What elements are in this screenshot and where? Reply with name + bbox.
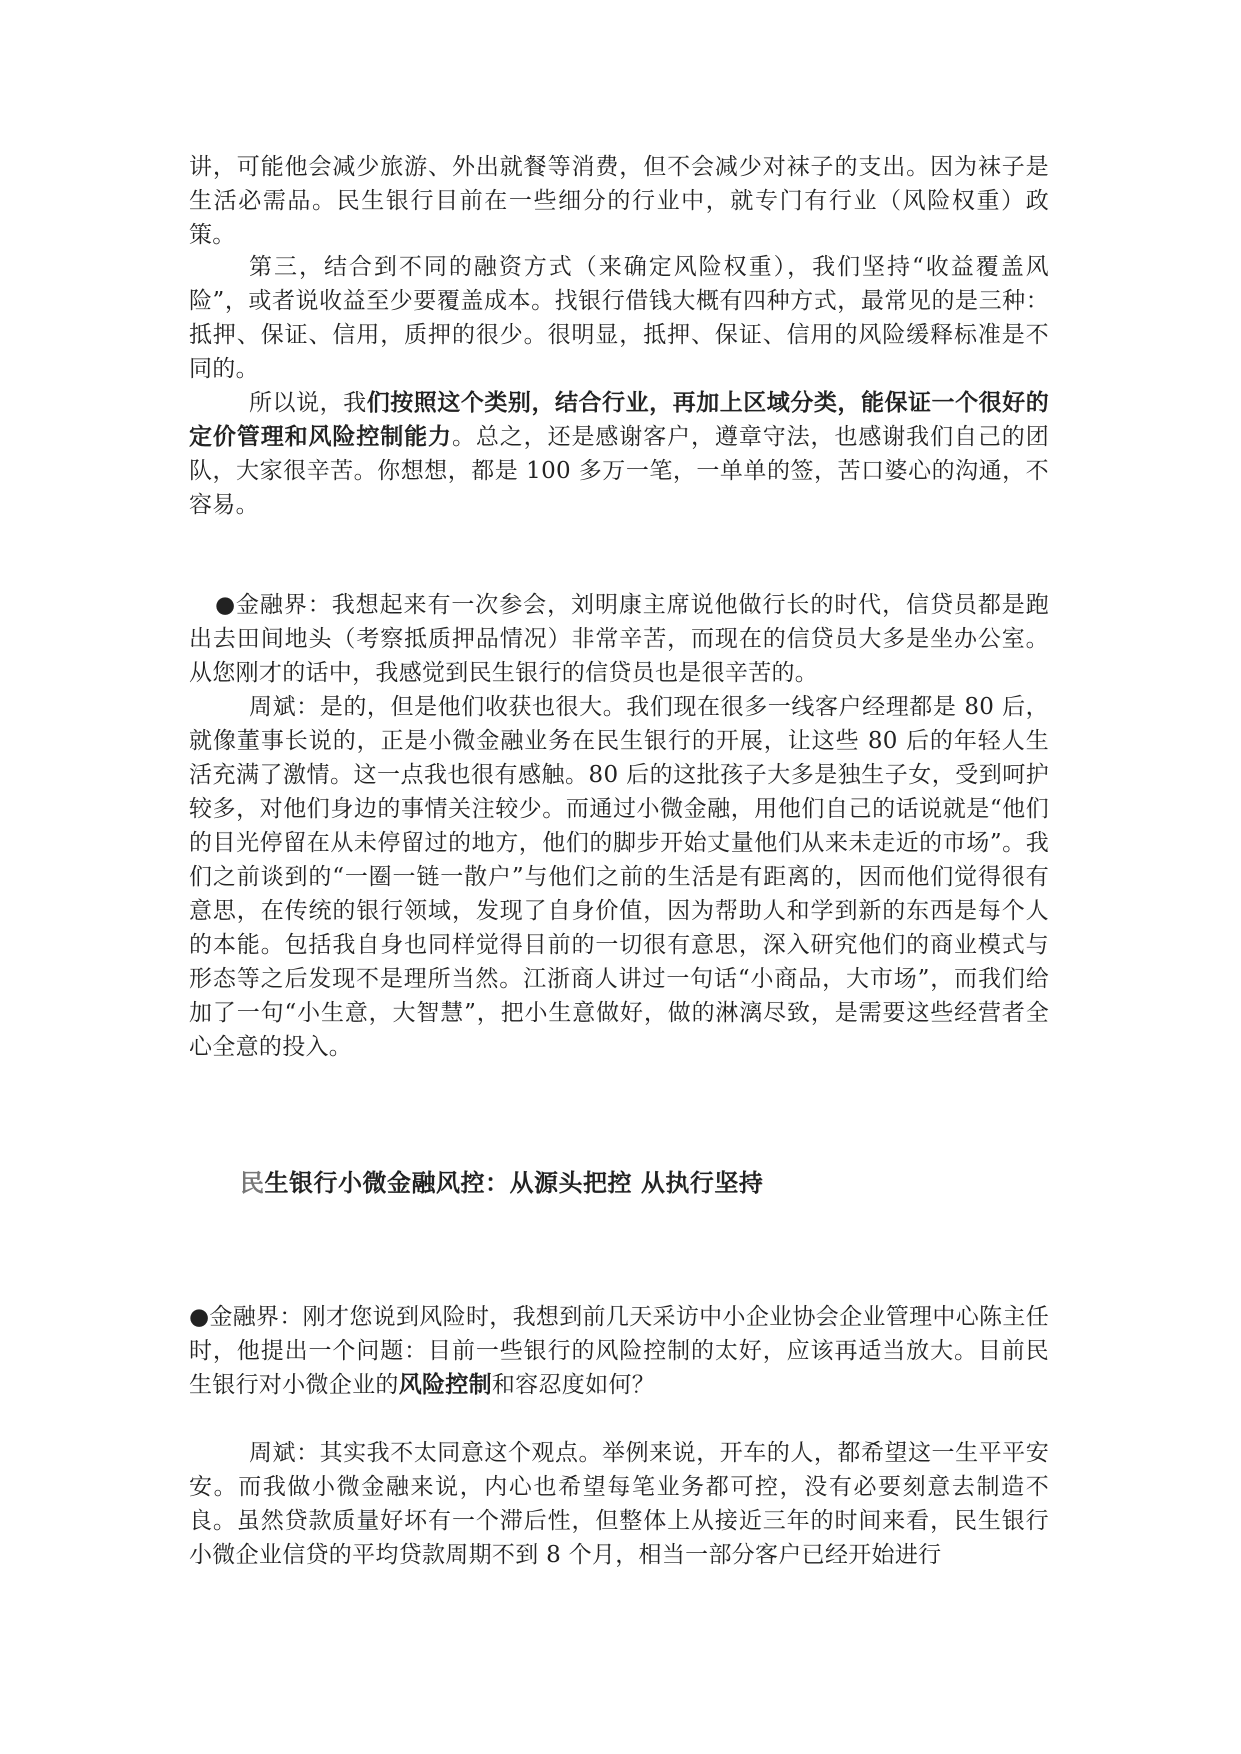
paragraph-text-end: 。总之，还是感谢客户，遵章守法，也感谢我们自己的团队，大家很辛苦。你想想，都是 100 多万一笔，一单单的签，苦口婆心的沟通，不容易。 <box>189 424 1049 518</box>
question-text-start: ●金融界：刚才您说到风险时，我想到前几天采访中小企业协会企业管理中心陈主任时，他提出一个问题：目前一些银行的风险控制的太好，应该再适当放大。目前民生银行对小微企业的 <box>189 1304 1049 1398</box>
section-heading <box>240 1166 763 1200</box>
bold-emphasis: 们按照这个类别，结合行业，再加上区域分类，能保证一个很好的定价管理和风险控制能力 <box>189 389 1050 450</box>
answer-post-80s-managers: 周斌：是的，但是他们收获也很大。我们现在很多一线客户经理都是 80 后，就像董事长说的，正是小微金融业务在民生银行的开展，让这些 80 后的年轻人生活充满了激情。这一点我也很有感触。80 后的这批孩子大多是独生子女，受到呵护较多，对他们身边的事情关注较少。而通过小微金融，用他们自己的话说就是“他们的目光停留在从未停留过的地方，他们的脚步开始丈量他们从来未走近的市场”。我们之前谈到的“一圈一链一散户”与他们之前的生活是有距离的，因而他们觉得很有意思，在传统的银行领域，发现了自身价值，因为帮助人和学到新的东西是每个人的本能。包括我自身也同样觉得目前的一切很有意思，深入研究他们的商业模式与形态等之后发现不是理所当然。江浙商人讲过一句话“小商品，大市场”，而我们给加了一句“小生意，大智慧”，把小生意做好，做的淋漓尽致，是需要这些经营者全心全意的投入。 <box>189 694 1049 1060</box>
bold-risk-control: 风险控制 <box>398 1371 492 1398</box>
heading-rest: 生银行小微金融风控：从源头把控 从执行坚持 <box>264 1169 764 1197</box>
question-credit-officers: ●金融界：我想起来有一次参会，刘明康主席说他做行长的时代，信贷员都是跑出去田间地头（考察抵质押品情况）非常辛苦，而现在的信贷员大多是坐办公室。从您刚才的话中，我感觉到民生银行的信贷员也是很辛苦的。 <box>189 592 1049 686</box>
paragraph-text-start: 所以说，我 <box>249 390 367 416</box>
heading-first-char: 民 <box>240 1169 265 1197</box>
paragraph-sock-spending: 讲，可能他会减少旅游、外出就餐等消费，但不会减少对袜子的支出。因为袜子是生活必需品。民生银行目前在一些细分的行业中，就专门有行业（风险权重）政策。 <box>189 154 1049 248</box>
answer-risk-control: 周斌：其实我不太同意这个观点。举例来说，开车的人，都希望这一生平平安安。而我做小微金融来说，内心也希望每笔业务都可控，没有必要刻意去制造不良。虽然贷款质量好坏有一个滞后性，但整体上从接近三年的时间来看，民生银行小微企业信贷的平均贷款周期不到 8 个月，相当一部分客户已经开始进行 <box>189 1440 1049 1568</box>
question-text-end: 和容忍度如何？ <box>491 1372 656 1398</box>
paragraph-financing-methods: 第三，结合到不同的融资方式（来确定风险权重），我们坚持“收益覆盖风险”，或者说收益至少要覆盖成本。找银行借钱大概有四种方式，最常见的是三种：抵押、保证、信用，质押的很少。很明显，抵押、保证、信用的风险缓释标准是不同的。 <box>189 254 1049 382</box>
paragraph-pricing-management <box>189 386 1049 522</box>
question-risk-tolerance <box>189 1300 1049 1402</box>
